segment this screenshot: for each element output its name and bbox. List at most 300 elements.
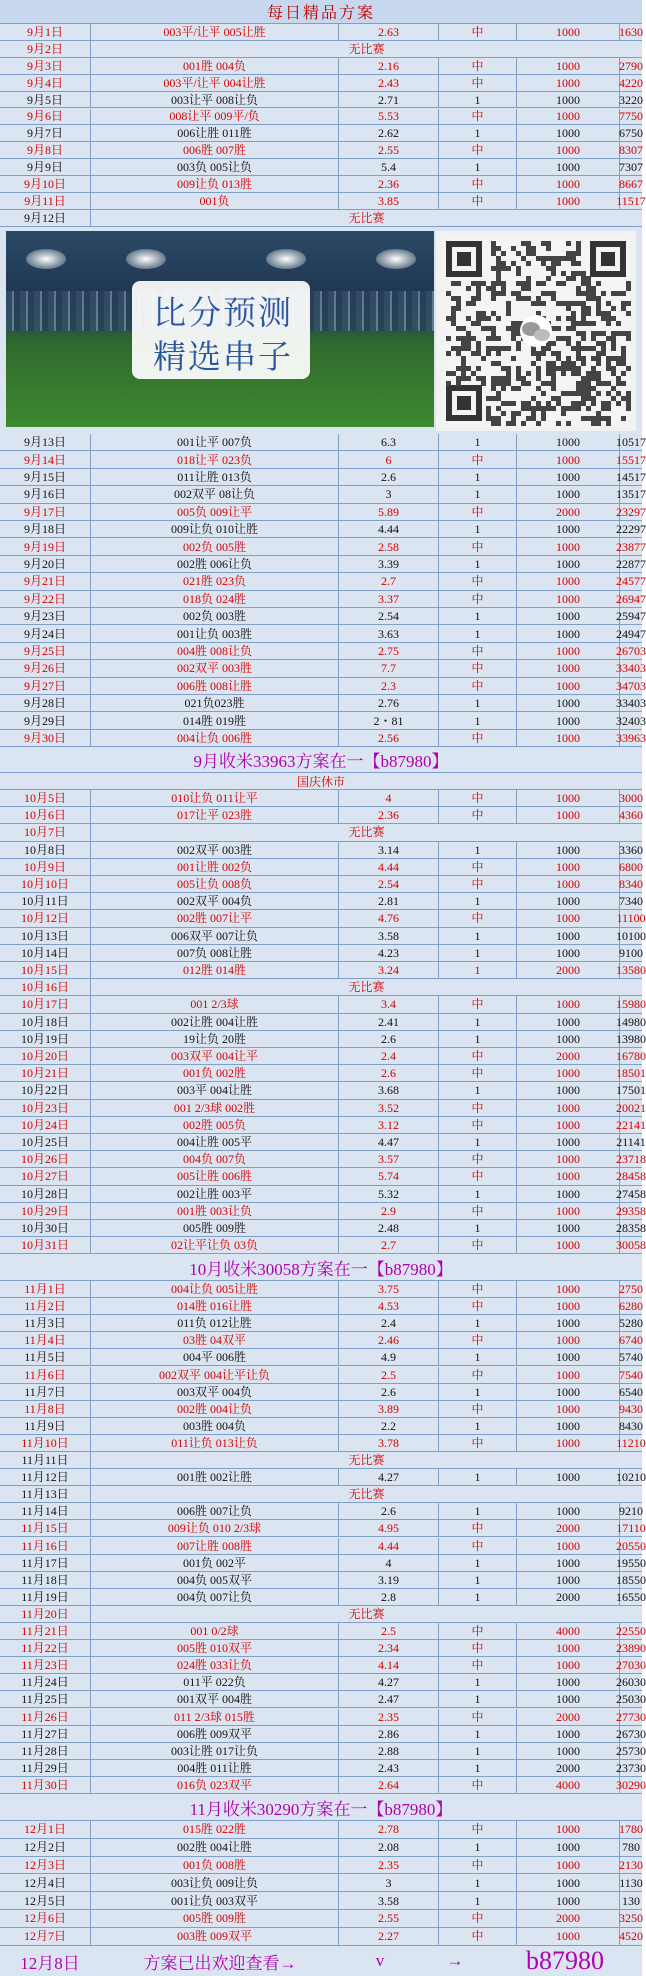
row-date: 11月9日 [0, 1418, 91, 1434]
row-date: 9月10日 [0, 176, 91, 192]
row-plan: 002双平 003胜 [91, 660, 339, 676]
row-odds: 2.64 [339, 1777, 439, 1793]
row-stake: 1000 [517, 1743, 620, 1759]
row-plan: 021负023胜 [91, 695, 339, 711]
row-stake: 1000 [517, 876, 620, 892]
row-stake: 1000 [517, 1082, 620, 1098]
row-odds: 2.54 [339, 608, 439, 624]
row-odds: 2.62 [339, 125, 439, 141]
row-odds: 2.6 [339, 1503, 439, 1519]
row-balance: 7750 [619, 109, 643, 124]
table-row [0, 979, 642, 996]
row-odds: 2.9 [339, 1203, 439, 1219]
row-date: 9月8日 [0, 142, 91, 158]
row-result: 1 [439, 1674, 517, 1690]
footer-row [0, 1946, 642, 1976]
row-result: 1 [439, 1572, 517, 1588]
row-balance: 1130 [619, 1875, 643, 1890]
row-balance: 29358 [616, 1203, 646, 1218]
row-date: 9月13日 [0, 434, 91, 450]
row-stake: 1000 [517, 842, 620, 858]
row-date: 9月17日 [0, 504, 91, 520]
row-plan: 004让胜 005平 [91, 1134, 339, 1150]
row-odds: 3.24 [339, 962, 439, 978]
row-plan: 011让胜 013负 [91, 469, 339, 485]
row-stake: 1000 [517, 1168, 620, 1184]
table-row [0, 573, 646, 590]
row-date: 10月12日 [0, 910, 91, 926]
row-balance: 26703 [616, 643, 646, 658]
row-date: 9月7日 [0, 125, 91, 141]
row-stake: 1000 [517, 1401, 620, 1417]
row-date: 10月20日 [0, 1048, 91, 1064]
row-stake: 1000 [517, 678, 620, 694]
row-stake: 1000 [517, 1315, 620, 1331]
row-balance: 26947 [616, 591, 646, 606]
table-row [0, 1134, 646, 1151]
table-row [0, 643, 646, 660]
table-row [0, 1065, 646, 1082]
row-result: 1 [439, 469, 517, 485]
row-odds: 4 [339, 790, 439, 806]
row-stake: 1000 [517, 893, 620, 909]
row-plan: 002胜 004让胜 [91, 1839, 339, 1856]
row-stake: 1000 [517, 1220, 620, 1236]
row-result: 1 [439, 1555, 517, 1571]
table-row [0, 1709, 646, 1726]
row-odds: 7.7 [339, 660, 439, 676]
row-odds: 3.78 [339, 1435, 439, 1451]
row-stake: 2000 [517, 1520, 620, 1536]
table-row [0, 1048, 646, 1065]
row-result: 中 [439, 660, 517, 676]
row-date: 12月4日 [0, 1874, 91, 1891]
row-balance: 27458 [616, 1186, 646, 1201]
row-result: 中 [439, 1332, 517, 1348]
row-result: 中 [439, 643, 517, 659]
row-balance: 4360 [619, 808, 643, 823]
row-date: 10月16日 [0, 979, 91, 995]
row-result: 1 [439, 1349, 517, 1365]
row-balance: 2790 [619, 58, 643, 73]
row-result: 中 [439, 142, 517, 158]
november-summary: 11月收米30290方案在一【b87980】 [0, 1795, 642, 1821]
row-plan: 005胜 010双平 [91, 1640, 339, 1656]
row-odds: 2.54 [339, 876, 439, 892]
row-date: 12月6日 [0, 1910, 91, 1927]
row-stake: 1000 [517, 643, 620, 659]
row-stake: 1000 [517, 451, 620, 467]
row-stake: 1000 [517, 712, 620, 728]
row-balance: 24947 [616, 626, 646, 641]
row-balance: 4220 [619, 75, 643, 90]
row-result: 中 [439, 807, 517, 823]
table-row [0, 893, 642, 910]
row-date: 9月25日 [0, 643, 91, 659]
row-date: 11月27日 [0, 1726, 91, 1742]
row-balance: 25730 [616, 1743, 646, 1758]
row-plan: 003让平 008让负 [91, 92, 339, 108]
row-stake: 1000 [517, 434, 620, 450]
row-balance: 3360 [619, 842, 643, 857]
row-odds: 2.4 [339, 1048, 439, 1064]
table-row [0, 876, 642, 893]
row-date: 12月3日 [0, 1857, 91, 1874]
row-result: 中 [439, 1640, 517, 1656]
row-date: 11月15日 [0, 1520, 91, 1536]
table-row [0, 75, 642, 92]
row-result: 中 [439, 1777, 517, 1793]
row-balance: 22877 [616, 556, 646, 571]
table-row [0, 1928, 642, 1946]
row-result: 1 [439, 159, 517, 175]
row-odds: 2.2 [339, 1418, 439, 1434]
row-plan: 005让负 008负 [91, 876, 339, 892]
row-odds: 3.52 [339, 1100, 439, 1116]
row-plan: 003让胜 017让负 [91, 1743, 339, 1759]
row-date: 10月30日 [0, 1220, 91, 1236]
row-stake: 1000 [517, 24, 620, 40]
row-stake: 1000 [517, 1418, 620, 1434]
table-row [0, 807, 642, 824]
row-plan: 007让胜 008胜 [91, 1538, 339, 1554]
row-balance: 14517 [616, 469, 646, 484]
row-result: 1 [439, 1031, 517, 1047]
table-row [0, 1281, 642, 1298]
table-row [0, 1349, 642, 1366]
row-date: 9月18日 [0, 521, 91, 537]
row-odds: 4.95 [339, 1520, 439, 1536]
row-stake: 1000 [517, 538, 620, 554]
row-result: 中 [439, 1401, 517, 1417]
row-balance: 4520 [619, 1929, 643, 1944]
row-result: 1 [439, 434, 517, 450]
table-row [0, 1082, 646, 1099]
row-date: 10月23日 [0, 1100, 91, 1116]
row-plan: 006胜 008让胜 [91, 678, 339, 694]
table-row [0, 1237, 646, 1254]
table-row [0, 1418, 642, 1435]
table-row [0, 521, 646, 538]
row-result: 中 [439, 591, 517, 607]
row-stake: 1000 [517, 1186, 620, 1202]
row-plan: 004胜 008让负 [91, 643, 339, 659]
row-balance: 27030 [616, 1658, 646, 1673]
table-row [0, 1486, 642, 1503]
table-row [0, 608, 646, 625]
footer-code: b87980 [526, 1946, 604, 1975]
row-balance: 1630 [619, 24, 643, 39]
row-date: 11月14日 [0, 1503, 91, 1519]
row-balance: 10210 [616, 1470, 646, 1485]
row-plan: 011让负 013让负 [91, 1435, 339, 1451]
row-odds: 2.4 [339, 1315, 439, 1331]
no-match-label: 无比赛 [348, 1487, 385, 1502]
table-row [0, 910, 646, 927]
table-row [0, 142, 642, 159]
row-stake: 2000 [517, 504, 620, 520]
row-date: 11月26日 [0, 1709, 91, 1725]
row-odds: 3.19 [339, 1572, 439, 1588]
row-plan: 001 2/3球 [91, 996, 339, 1012]
table-row [0, 125, 642, 142]
row-result: 中 [439, 58, 517, 74]
row-result: 1 [439, 1839, 517, 1856]
row-plan: 005胜 009胜 [91, 1910, 339, 1927]
row-date: 11月13日 [0, 1486, 91, 1502]
row-odds: 4.44 [339, 521, 439, 537]
table-row [0, 695, 646, 712]
row-date: 9月12日 [0, 210, 91, 226]
row-date: 10月11日 [0, 893, 91, 909]
row-balance: 1780 [619, 1822, 643, 1837]
row-date: 11月17日 [0, 1555, 91, 1571]
row-result: 中 [439, 859, 517, 875]
row-odds: 3 [339, 1874, 439, 1891]
row-plan: 001让负 003双平 [91, 1892, 339, 1909]
row-odds: 6 [339, 451, 439, 467]
row-plan: 003负 005让负 [91, 159, 339, 175]
row-result: 中 [439, 910, 517, 926]
row-date: 9月1日 [0, 24, 91, 40]
table-row [0, 1892, 642, 1910]
row-odds: 2.35 [339, 1709, 439, 1725]
row-result: 中 [439, 1117, 517, 1133]
row-date: 11月1日 [0, 1281, 91, 1297]
row-odds: 2.43 [339, 75, 439, 91]
row-balance: 6800 [619, 859, 643, 874]
row-odds: 4.47 [339, 1134, 439, 1150]
row-result: 1 [439, 1014, 517, 1030]
row-balance: 34703 [616, 678, 646, 693]
row-result: 1 [439, 1082, 517, 1098]
row-date: 11月28日 [0, 1743, 91, 1759]
row-balance: 2750 [619, 1282, 643, 1297]
row-stake: 1000 [517, 1065, 620, 1081]
row-result: 1 [439, 695, 517, 711]
row-result: 中 [439, 1168, 517, 1184]
row-plan: 004平 006胜 [91, 1349, 339, 1365]
no-match-label: 无比赛 [348, 825, 385, 840]
row-date: 12月7日 [0, 1928, 91, 1945]
row-result: 1 [439, 521, 517, 537]
row-stake: 1000 [517, 730, 620, 746]
row-stake: 1000 [517, 1100, 620, 1116]
row-date: 10月5日 [0, 790, 91, 806]
table-row [0, 1298, 642, 1315]
table-row [0, 1469, 646, 1486]
table-row [0, 1821, 642, 1839]
row-plan: 006双平 007让负 [91, 928, 339, 944]
row-plan: 002双平 004负 [91, 893, 339, 909]
row-result: 中 [439, 573, 517, 589]
row-odds: 3.12 [339, 1117, 439, 1133]
row-plan: 003平 004让胜 [91, 1082, 339, 1098]
row-odds: 5.32 [339, 1186, 439, 1202]
row-result: 中 [439, 1910, 517, 1927]
row-plan: 006胜 009双平 [91, 1726, 339, 1742]
table-row [0, 1857, 642, 1875]
row-stake: 1000 [517, 1298, 620, 1314]
row-balance: 3250 [619, 1911, 643, 1926]
row-date: 10月17日 [0, 996, 91, 1012]
row-plan: 003胜 009双平 [91, 1928, 339, 1945]
row-date: 10月31日 [0, 1237, 91, 1253]
row-plan: 001让平 007负 [91, 434, 339, 450]
row-plan: 005让胜 006胜 [91, 1168, 339, 1184]
row-odds: 2.81 [339, 893, 439, 909]
row-result: 1 [439, 1315, 517, 1331]
row-date: 11月5日 [0, 1349, 91, 1365]
row-balance: 33403 [616, 696, 646, 711]
row-date: 9月26日 [0, 660, 91, 676]
table-row [0, 1452, 642, 1469]
row-odds: 3.14 [339, 842, 439, 858]
row-odds: 2.58 [339, 538, 439, 554]
row-stake: 1000 [517, 109, 620, 125]
table-row [0, 1538, 646, 1555]
row-odds: 5.4 [339, 159, 439, 175]
row-odds: 2.71 [339, 92, 439, 108]
table-row [0, 1367, 642, 1384]
row-balance: 5280 [619, 1316, 643, 1331]
table-row [0, 1555, 646, 1572]
row-stake: 2000 [517, 1709, 620, 1725]
row-balance: 8340 [619, 877, 643, 892]
row-odds: 4.27 [339, 1469, 439, 1485]
row-balance: 9430 [619, 1401, 643, 1416]
row-balance: 11517 [616, 193, 646, 208]
row-date: 12月1日 [0, 1821, 91, 1838]
row-plan: 003双平 004负 [91, 1384, 339, 1400]
table-row [0, 486, 646, 503]
row-date: 11月29日 [0, 1760, 91, 1776]
row-odds: 2.27 [339, 1928, 439, 1945]
row-odds: 2.16 [339, 58, 439, 74]
row-odds: 2.88 [339, 1743, 439, 1759]
table-row [0, 996, 646, 1013]
row-date: 10月26日 [0, 1151, 91, 1167]
row-odds: 4.9 [339, 1349, 439, 1365]
row-result: 1 [439, 486, 517, 502]
row-result: 1 [439, 945, 517, 961]
row-stake: 1000 [517, 807, 620, 823]
row-balance: 18550 [616, 1572, 646, 1587]
footer-text: 方案已出欢迎查看→ [143, 1953, 297, 1973]
table-row [0, 824, 642, 841]
table-row [0, 1220, 646, 1237]
row-balance: 16550 [616, 1589, 646, 1604]
table-row [0, 1760, 646, 1777]
row-plan: 003让负 009让负 [91, 1874, 339, 1891]
table-row [0, 1031, 646, 1048]
holiday-notice: 国庆休市 [0, 773, 642, 790]
row-balance: 32403 [616, 713, 646, 728]
row-plan: 009让负 010让胜 [91, 521, 339, 537]
row-date: 11月8日 [0, 1401, 91, 1417]
row-odds: 2.55 [339, 1910, 439, 1927]
row-plan: 002负 005胜 [91, 538, 339, 554]
table-row [0, 1401, 642, 1418]
row-odds: 3.37 [339, 591, 439, 607]
row-odds: 4.44 [339, 1538, 439, 1554]
row-result: 1 [439, 1691, 517, 1707]
row-result: 中 [439, 1520, 517, 1536]
row-date: 9月29日 [0, 712, 91, 728]
row-odds: 2.78 [339, 1821, 439, 1838]
row-result: 中 [439, 1065, 517, 1081]
row-plan: 011 2/3球 015胜 [91, 1709, 339, 1725]
table-row [0, 1874, 642, 1892]
row-result: 中 [439, 75, 517, 91]
table-row [0, 1839, 642, 1857]
row-stake: 1000 [517, 996, 620, 1012]
row-result: 1 [439, 712, 517, 728]
row-balance: 13980 [616, 1031, 646, 1046]
row-result: 中 [439, 176, 517, 192]
row-stake: 1000 [517, 1367, 620, 1383]
table-row [0, 1503, 642, 1520]
row-balance: 26730 [616, 1726, 646, 1741]
row-balance: 21141 [616, 1135, 646, 1150]
row-balance: 20021 [616, 1100, 646, 1115]
row-date: 11月3日 [0, 1315, 91, 1331]
row-balance: 7340 [619, 894, 643, 909]
table-row [0, 1100, 646, 1117]
row-balance: 17501 [616, 1083, 646, 1098]
row-balance: 6750 [619, 126, 643, 141]
row-balance: 30290 [616, 1777, 646, 1792]
row-stake: 2000 [517, 1910, 620, 1927]
row-odds: 2.47 [339, 1691, 439, 1707]
table-row [0, 1623, 646, 1640]
row-date: 11月6日 [0, 1367, 91, 1383]
row-stake: 4000 [517, 1623, 620, 1639]
row-stake: 1000 [517, 521, 620, 537]
row-balance: 7540 [619, 1367, 643, 1382]
row-plan: 009让负 013胜 [91, 176, 339, 192]
table-row [0, 625, 646, 642]
row-stake: 1000 [517, 1538, 620, 1554]
row-date: 12月2日 [0, 1839, 91, 1856]
row-date: 11月21日 [0, 1623, 91, 1639]
row-odds: 2.56 [339, 730, 439, 746]
row-date: 10月22日 [0, 1082, 91, 1098]
row-odds: 4 [339, 1555, 439, 1571]
row-balance: 33403 [616, 661, 646, 676]
row-date: 12月5日 [0, 1892, 91, 1909]
row-plan: 004胜 011让胜 [91, 1760, 339, 1776]
row-result: 中 [439, 790, 517, 806]
row-result: 1 [439, 928, 517, 944]
row-odds: 4.76 [339, 910, 439, 926]
row-result: 1 [439, 1589, 517, 1605]
row-odds: 2.36 [339, 807, 439, 823]
row-plan: 002让胜 003平 [91, 1186, 339, 1202]
row-date: 10月18日 [0, 1014, 91, 1030]
row-plan: 009让负 010 2/3球 [91, 1520, 339, 1536]
row-date: 9月20日 [0, 556, 91, 572]
row-odds: 3.39 [339, 556, 439, 572]
row-odds: 2.5 [339, 1623, 439, 1639]
table-row [0, 842, 642, 859]
row-date: 9月28日 [0, 695, 91, 711]
table-row [0, 24, 642, 41]
footer-date: 12月8日 [20, 1953, 80, 1973]
row-balance: 3000 [619, 791, 643, 806]
promo-banner [0, 227, 642, 434]
no-match-label: 无比赛 [348, 1453, 385, 1468]
